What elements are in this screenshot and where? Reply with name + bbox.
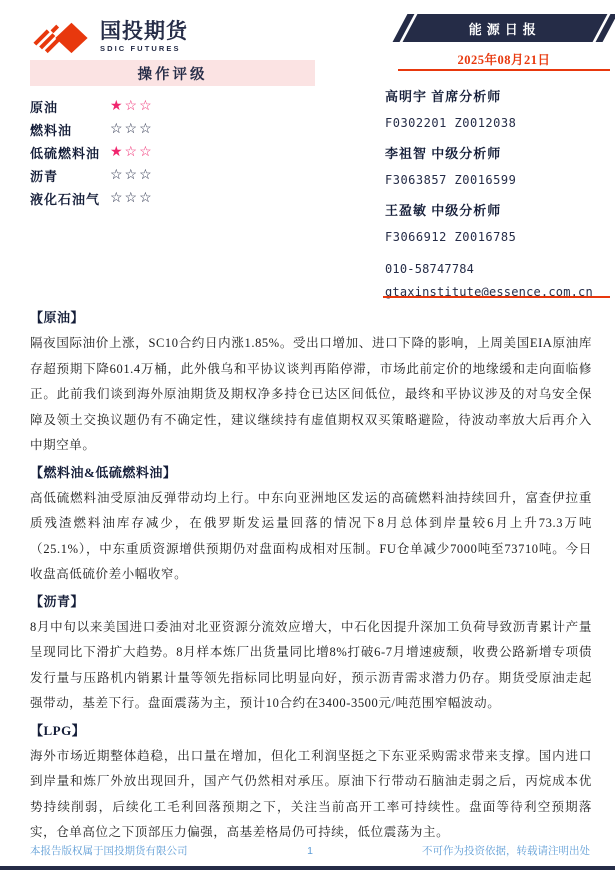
analyst-name: 王盈敏 中级分析师	[385, 203, 502, 218]
section-text: 海外市场近期整体趋稳，出口量在增加，但化工利润坚挺之下东亚采购需求带来支撑。国内进口到岸量和炼厂外放出现回升，国产气仍然相对承压。原油下行带动石脑油走弱之后，丙烷成本优势持续削弱，后续化工毛利回落预期之下，关注当前高开工率可持续性。盘面等待利空预期落实，仓单高位之下顶部压力偏强，高基差格局仍可持续，低位震荡为主。	[30, 748, 592, 839]
section-heading: 【LPG】	[30, 722, 86, 738]
date-underline	[398, 69, 610, 71]
analyst-credentials: F0302201 Z0012038	[385, 116, 517, 130]
report-type-label: 能源日报	[468, 21, 541, 37]
report-body	[30, 305, 592, 847]
report-date: 2025年08月21日	[457, 53, 551, 67]
rating-stars: ★☆☆	[110, 98, 154, 114]
rating-stars: ☆☆☆	[110, 167, 154, 183]
rating-row-bitumen	[30, 164, 315, 187]
sdic-logo-icon	[30, 18, 92, 56]
analysts-panel	[385, 86, 610, 299]
analyst-name: 李祖智 中级分析师	[385, 146, 502, 161]
footer-copyright: 本报告版权属于国投期货有限公司	[30, 845, 188, 857]
rating-row-lpg	[30, 187, 315, 210]
section-heading: 【燃料油&低硫燃料油】	[30, 464, 177, 480]
company-logo	[30, 18, 188, 56]
section-heading: 【原油】	[30, 310, 85, 325]
ratings-banner	[30, 60, 315, 86]
rating-stars: ★☆☆	[110, 144, 154, 160]
report-type-badge	[400, 14, 610, 42]
section-heading: 【沥青】	[30, 593, 85, 609]
analyst-credentials: F3066912 Z0016785	[385, 230, 517, 244]
rating-stars: ☆☆☆	[110, 190, 154, 206]
footer-disclaimer: 不可作为投资依据，转载请注明出处	[422, 845, 590, 857]
logo-subtitle: SDIC FUTURES	[100, 44, 181, 53]
rating-label: 低硫燃料油	[30, 146, 101, 161]
rating-label: 沥青	[30, 169, 59, 184]
contact-phone: 010-58747784	[385, 262, 475, 276]
rating-row-crude-oil	[30, 95, 315, 118]
rating-stars: ☆☆☆	[110, 121, 154, 137]
bottom-navy-bar	[0, 866, 615, 870]
page-number: 1	[307, 844, 313, 857]
section-text: 隔夜国际油价上涨，SC10合约日内涨1.85%。受出口增加、进口下降的影响，上周美国EIA原油库存超预期下降601.4万桶，此外俄乌和平协议谈判再陷停滞，市场此前定价的地缘缓和走向面临修正。此前我们谈到海外原油期货及期权净多持仓已达区间低位，最终和平协议涉及的对乌安全保障及领土交换议题仍有不确定性，建议继续持有虚值期权双买策略避险，待波动率放大后再介入中期空单。	[30, 336, 592, 452]
analyst-credentials: F3063857 Z0016599	[385, 173, 517, 187]
rating-label: 液化石油气	[30, 192, 101, 207]
section-fuel-oil	[30, 460, 592, 588]
ratings-title: 操作评级	[137, 66, 208, 83]
section-bitumen	[30, 589, 592, 717]
section-text: 8月中旬以来美国进口委油对北亚资源分流效应增大，中石化因提升深加工负荷导致沥青累计产量呈现同比下滑扩大趋势。8月样本炼厂出货量同比增8%打破6-7月增速疲颓，收费公路新增专项债发行量与压路机内销累计量等领先指标同比明显向好，预示沥青需求潜力仍存。期货受原油走起强带动，基差下行。盘面震荡为主，预计10合约在3400-3500元/吨范围窄幅波动。	[30, 619, 592, 710]
analysts-underline	[383, 296, 610, 298]
logo-title: 国投期货	[100, 20, 188, 43]
contact-email: gtaxinstitute@essence.com.cn	[385, 285, 593, 299]
rating-label: 原油	[30, 100, 59, 115]
rating-row-low-sulfur-fuel-oil	[30, 141, 315, 164]
analyst-name: 高明宇 首席分析师	[385, 89, 502, 104]
ratings-panel	[30, 60, 315, 210]
page-footer	[30, 843, 590, 858]
section-crude-oil	[30, 305, 592, 459]
rating-label: 燃料油	[30, 123, 73, 138]
section-lpg	[30, 718, 592, 846]
rating-row-fuel-oil	[30, 118, 315, 141]
section-text: 高低硫燃料油受原油反弹带动均上行。中东向亚洲地区发运的高硫燃料油持续回升，富查伊拉重质残渣燃料油库存减少，在俄罗斯发运量回落的情况下8月总体到岸量较6月上升73.3万吨（25.1%），中东重质资源增供预期仍对盘面构成相对压制。FU仓单减少7000吨至73710吨。今日收盘高低硫价差小幅收窄。	[30, 490, 592, 581]
